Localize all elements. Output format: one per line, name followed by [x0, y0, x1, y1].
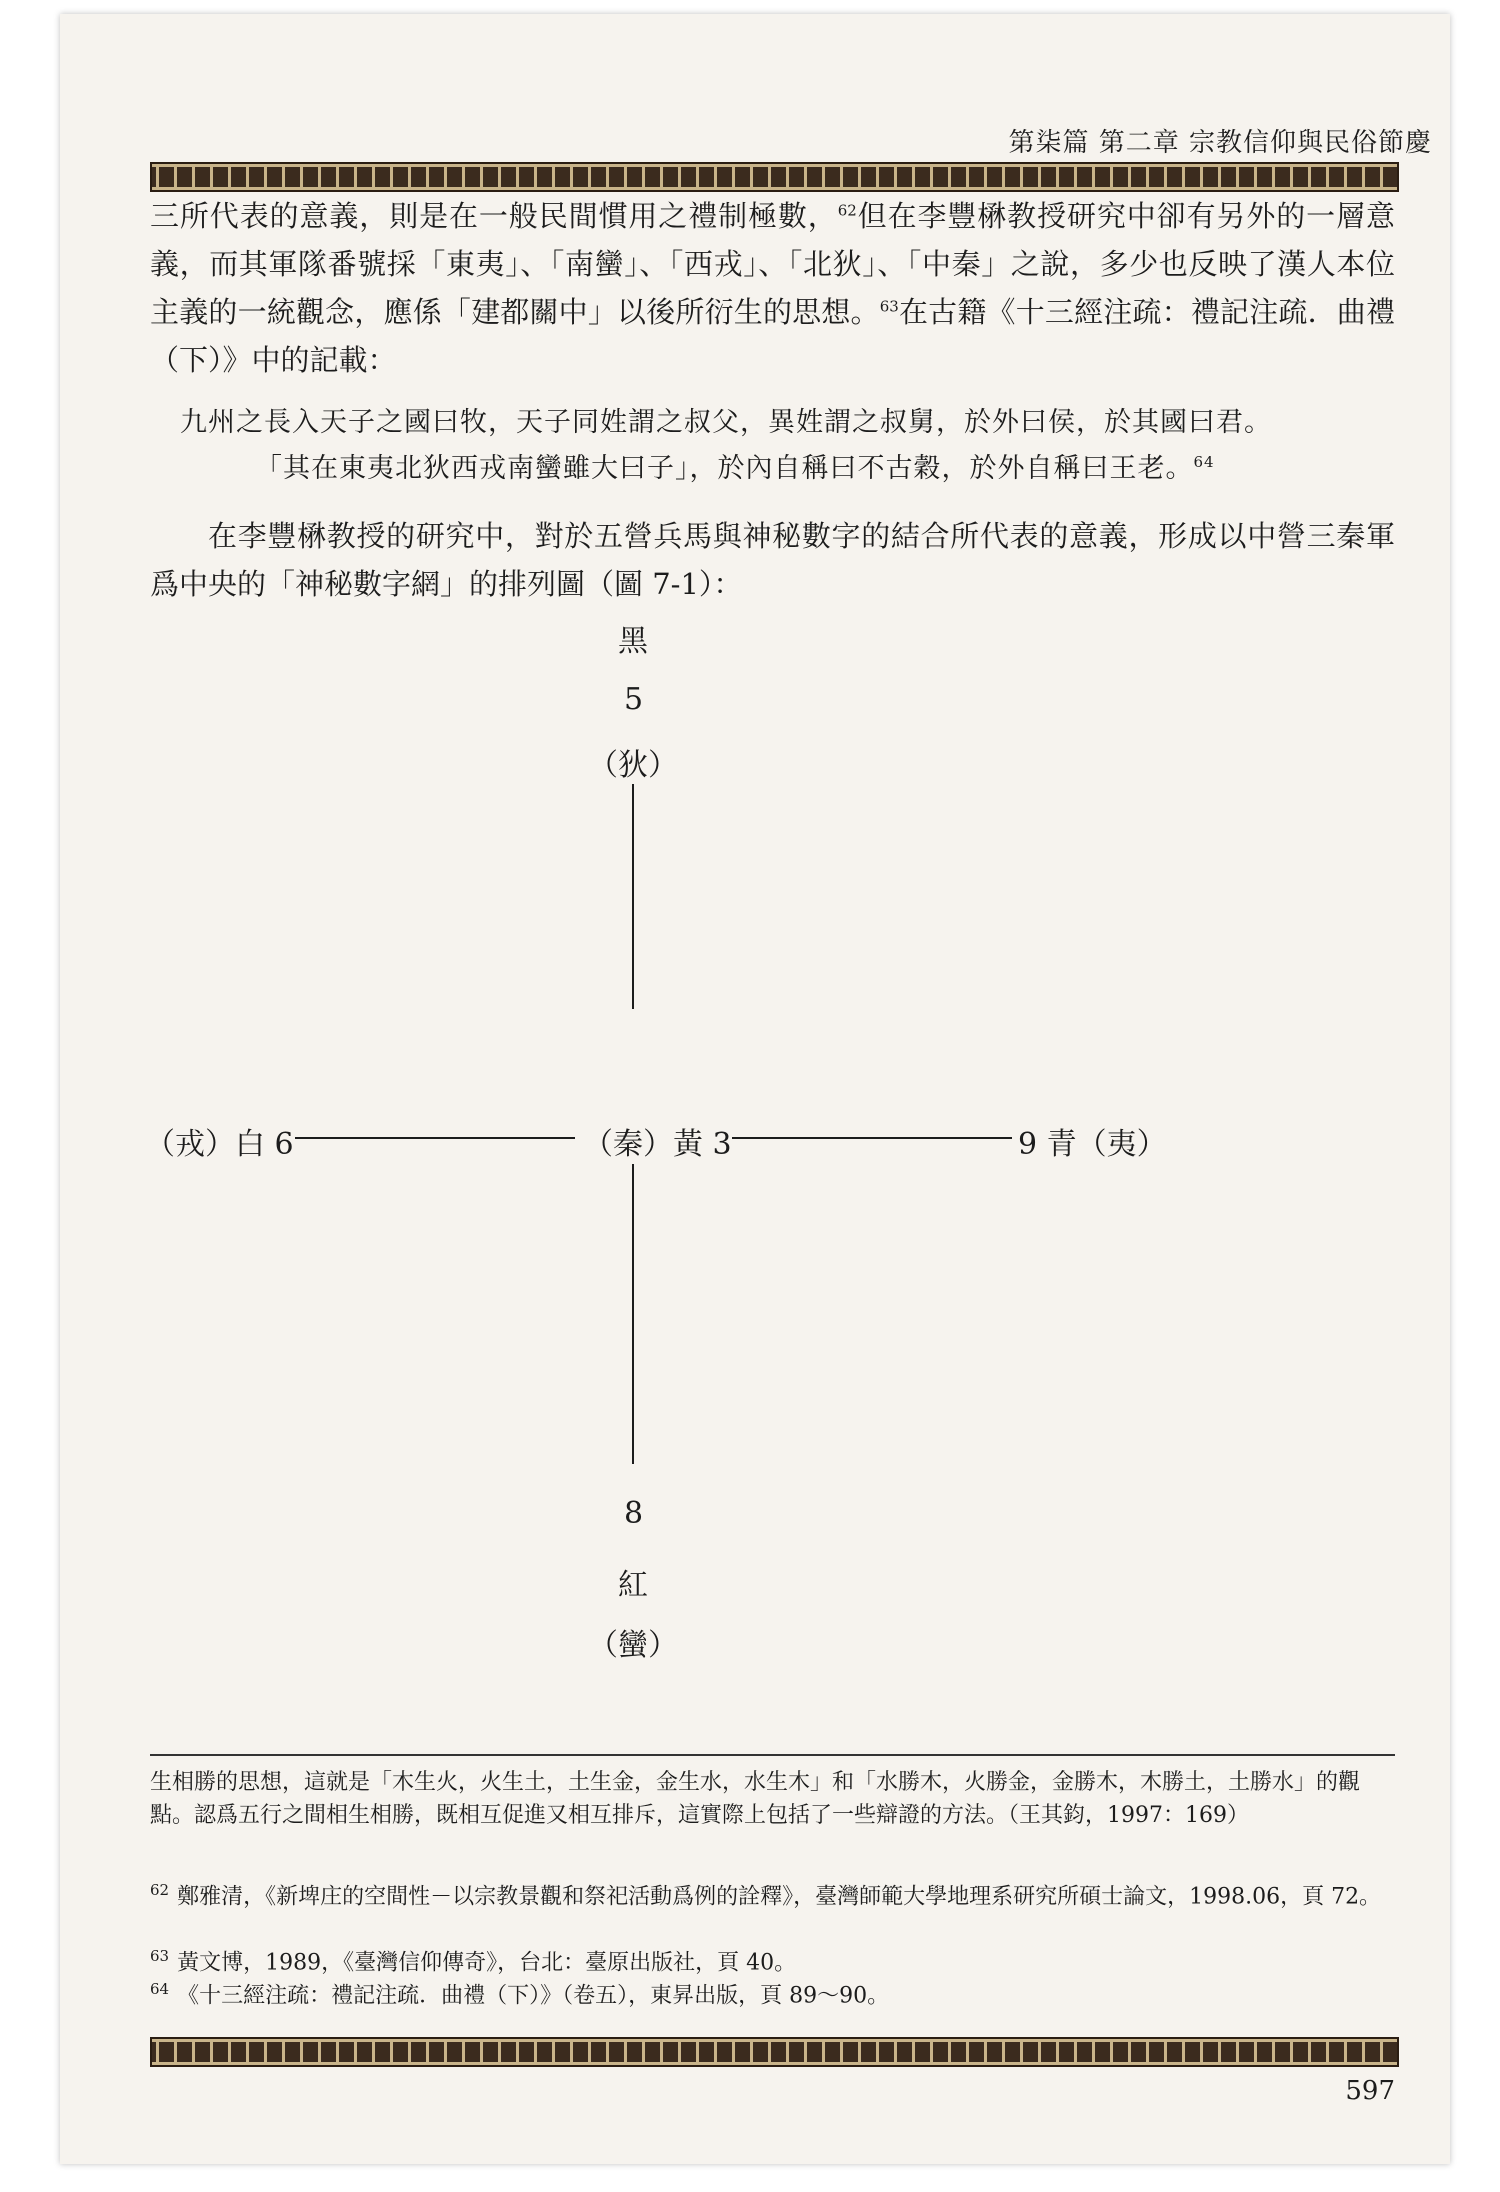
south-color-label: 紅 — [618, 1568, 648, 1603]
footnote-separator — [150, 1754, 1395, 1756]
body-paragraph-1 — [150, 192, 1395, 384]
footnote-63-number: 63 — [150, 1947, 170, 1965]
north-color-label: 黑 — [618, 624, 648, 659]
para1-text: 三所代表的意義，則是在一般民間慣用之禮制極數， — [150, 199, 838, 233]
footnote-64-text: 《十三經注疏：禮記注疏．曲禮（下）》（卷五），東昇出版，頁 89～90。 — [177, 1983, 890, 2009]
footnote-continuation: 生相勝的思想，這就是「木生火，火生土，土生金，金生水，水生木」和「水勝木，火勝金，金勝木，木勝土，土勝水」的觀點。認爲五行之間相生相勝，既相互促進又相互排斥，這實際上包括了一些辯證的方法。（王其鈞，1997：169） — [150, 1770, 1361, 1828]
decorative-border-bottom — [150, 2037, 1399, 2067]
body-paragraph-2: 在李豐楙教授的研究中，對於五營兵馬與神秘數字的結合所代表的意義，形成以中營三秦軍爲中央的「神秘數字網」的排列圖（圖 7-1）： — [150, 519, 1395, 601]
west-label: （戎）白 6 — [145, 1127, 294, 1162]
center-label: （秦）黃 3 — [583, 1127, 732, 1162]
south-number-label: 8 — [624, 1496, 644, 1531]
page-number: 597 — [1345, 2076, 1395, 2106]
north-number-label: 5 — [624, 682, 644, 717]
footnote-ref-62[interactable]: 62 — [837, 201, 857, 220]
para1-text-3: 在古籍《十三經注疏：禮記注疏．曲禮（下）》中的記載： — [150, 295, 1395, 377]
quote-line-2-text: 「其在東夷北狄西戎南蠻雖大曰子」，於內自稱曰不古穀，於外自稱曰王老。 — [255, 453, 1194, 484]
footnote-ref-64[interactable]: 64 — [1193, 453, 1215, 471]
north-connector-line — [632, 784, 634, 1009]
footnote-64 — [150, 1973, 1395, 2012]
quote-line-1: 九州之長入天子之國曰牧，天子同姓謂之叔父，異姓謂之叔舅，於外曰侯，於其國曰君。 — [180, 407, 1272, 438]
east-connector-line — [732, 1137, 1012, 1139]
running-head: 第柒篇 第二章 宗教信仰與民俗節慶 — [1008, 128, 1432, 158]
footnote-63-text: 黃文博，1989，《臺灣信仰傳奇》，台北：臺原出版社，頁 40。 — [177, 1950, 797, 1976]
south-name-label: （蠻） — [588, 1628, 678, 1663]
footnote-64-number: 64 — [150, 1980, 170, 1998]
footnote-62 — [150, 1874, 1395, 1913]
south-connector-line — [632, 1164, 634, 1464]
north-name-label: （狄） — [588, 748, 678, 783]
document-page — [60, 14, 1450, 2164]
east-label: 9 青（夷） — [1018, 1127, 1167, 1162]
footnote-62-number: 62 — [150, 1881, 170, 1899]
decorative-border-top — [150, 162, 1399, 192]
footnote-ref-63[interactable]: 63 — [879, 297, 899, 316]
para1-text-2: 但在李豐楙教授研究中卻有另外的一層意義，而其軍隊番號採「東夷」、「南蠻」、「西戎」、「北狄」、「中秦」之說，多少也反映了漢人本位主義的一統觀念，應係「建都關中」以後所衍生的思想。 — [150, 199, 1395, 329]
west-connector-line — [295, 1137, 575, 1139]
footnote-62-text: 鄭雅清，《新埤庄的空間性－以宗教景觀和祭祀活動爲例的詮釋》，臺灣師範大學地理系研究所碩士論文，1998.06，頁 72。 — [177, 1884, 1382, 1910]
quote-line-2 — [255, 446, 1465, 492]
